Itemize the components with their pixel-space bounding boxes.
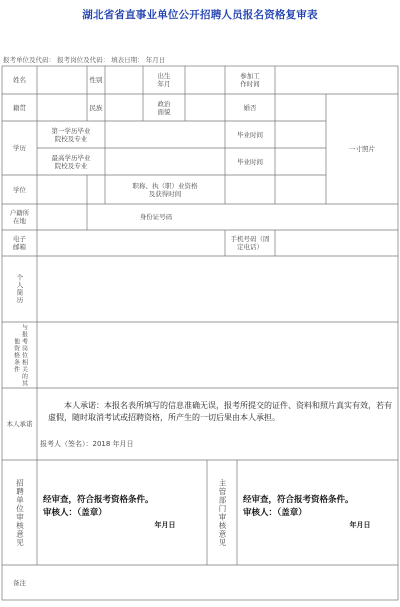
value-name[interactable] <box>37 66 87 94</box>
employer-date: 年月日 <box>154 521 176 529</box>
label-name: 姓名 <box>13 76 26 84</box>
label-employer-review: 招聘单位审核意见 <box>15 478 25 547</box>
label-dept-review: 主管部门审核意见 <box>218 478 227 547</box>
label-id-number: 身份证号码 <box>139 213 173 221</box>
employer-review-text: 经审查，符合报考资格条件。 审核人：（盖章） <box>43 495 154 518</box>
value-other-info[interactable] <box>37 322 398 388</box>
photo-box[interactable] <box>326 94 398 204</box>
form-subline: 报考单位及代码： 报考岗位及代码： 填表日期： 年月日 <box>3 56 166 64</box>
label-title-time: 职称、执（职）业资格 及获得时间 <box>132 181 198 198</box>
value-remarks[interactable] <box>37 565 398 600</box>
label-resume: 个人简历 <box>15 274 24 304</box>
label-marital: 婚否 <box>243 103 257 112</box>
label-grad-time-2: 毕业时间 <box>237 157 263 166</box>
label-gender: 性别 <box>89 76 103 84</box>
label-phone: 手机号码（固 定电话） <box>230 235 270 251</box>
signature-line: 报考人（签名）：2018 年月日 <box>40 440 134 448</box>
label-promise: 本人承诺 <box>6 420 33 428</box>
label-high-school: 最高学历毕业 院校及专业 <box>51 153 91 170</box>
form-title: 湖北省省直事业单位公开招聘人员报名资格复审表 <box>82 9 318 21</box>
dept-review-text: 经审查，符合报考资格条件。 审核人：（盖章） <box>243 495 354 518</box>
promise-text: 本人承诺：本报名表所填写的信息准确无误，报考所提交的证件、资料和照片真实有效，若有虚假，随时取消考试或招聘资格，所产生的一切后果由本人承担。 <box>48 401 392 422</box>
dept-date: 年月日 <box>349 521 371 529</box>
label-edu: 学历 <box>13 144 26 152</box>
value-resume[interactable] <box>37 256 398 322</box>
label-work-time: 参加工 作时间 <box>240 72 260 88</box>
label-hukou: 户籍所 在地 <box>9 209 30 225</box>
photo-label: 一寸照片 <box>349 145 375 153</box>
label-degree: 学位 <box>13 185 26 194</box>
label-ethnicity: 民族 <box>89 103 103 112</box>
label-politics: 政治 面貌 <box>157 99 171 116</box>
label-email: 电子 邮箱 <box>13 235 26 251</box>
label-birth: 出生 年月 <box>157 72 171 88</box>
label-first-school: 第一学历毕业 院校及专业 <box>51 126 91 143</box>
label-remarks: 备注 <box>13 578 26 587</box>
label-grad-time-1: 毕业时间 <box>237 130 263 139</box>
label-native: 籍贯 <box>13 103 26 112</box>
value-work-time[interactable] <box>275 66 398 94</box>
label-other-info: 与报考岗位相关的其他资格条件 <box>12 323 28 387</box>
value-birth[interactable] <box>185 66 225 94</box>
value-gender[interactable] <box>105 66 143 94</box>
